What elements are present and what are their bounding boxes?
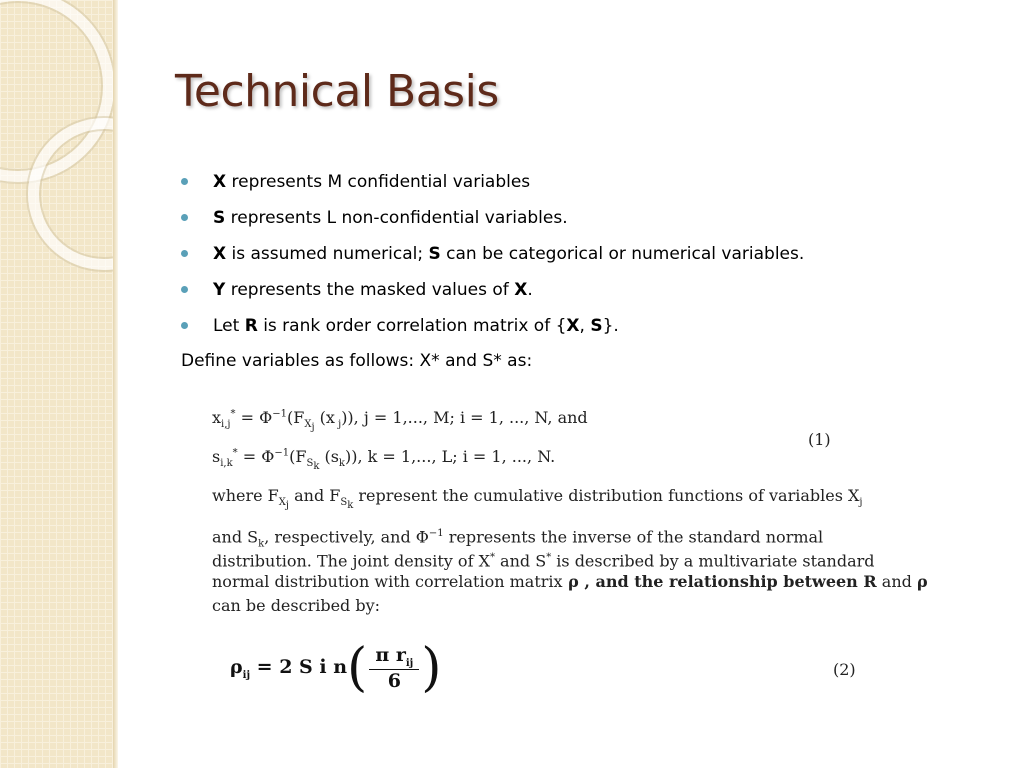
equation-s-line: $s_{i,k}^* = \Phi^{-1}(F_{S_k}$ $(s_k)$), k = 1,..., L; i = 1, ..., N. (212, 447, 556, 473)
bullet-item: Let R is rank order correlation matrix of {X, S}. (181, 312, 804, 348)
bullet-item: S represents L non-confidential variables. (181, 204, 804, 240)
equation-rho: $\rho_{ij} = 2$ S i n( $\frac{\pi r_{ij}}{6}$ ) (230, 638, 442, 698)
bullet-list (181, 168, 804, 348)
para-line: distribution. The joint density of X* and S* is described by a multivariate standard (212, 551, 875, 571)
slide-title: Technical Basis (175, 66, 499, 117)
equation-number-1: (1) (808, 430, 831, 449)
para-line: can be described by: (212, 596, 381, 615)
para-line: where $F_{X_j}$ and $F_{S_k}$ represent the cumulative distribution functions of variables $X_j$ (212, 486, 863, 512)
equation-x-line: $x_{i,j}^* = \Phi^{-1}(F_{X_j}$ (x $_j$)), j = 1,..., M; i = 1, ..., N, and (212, 408, 588, 434)
side-panel-edge (113, 0, 118, 768)
bullet-item: X is assumed numerical; S can be categorical or numerical variables. (181, 240, 804, 276)
para-line: and $S_k$, respectively, and $\Phi^{-1}$ represents the inverse of the standard normal (212, 527, 824, 550)
para-line: normal distribution with correlation matrix ρ , and the relationship between R and ρ (212, 572, 928, 591)
decorative-side-panel (0, 0, 113, 768)
define-text: Define variables as follows: X* and S* as: (181, 351, 533, 371)
bullet-item: Y represents the masked values of X. (181, 276, 804, 312)
equation-explanation (212, 484, 928, 618)
equation-number-2: (2) (833, 660, 856, 679)
bullet-item: X represents M confidential variables (181, 168, 804, 204)
